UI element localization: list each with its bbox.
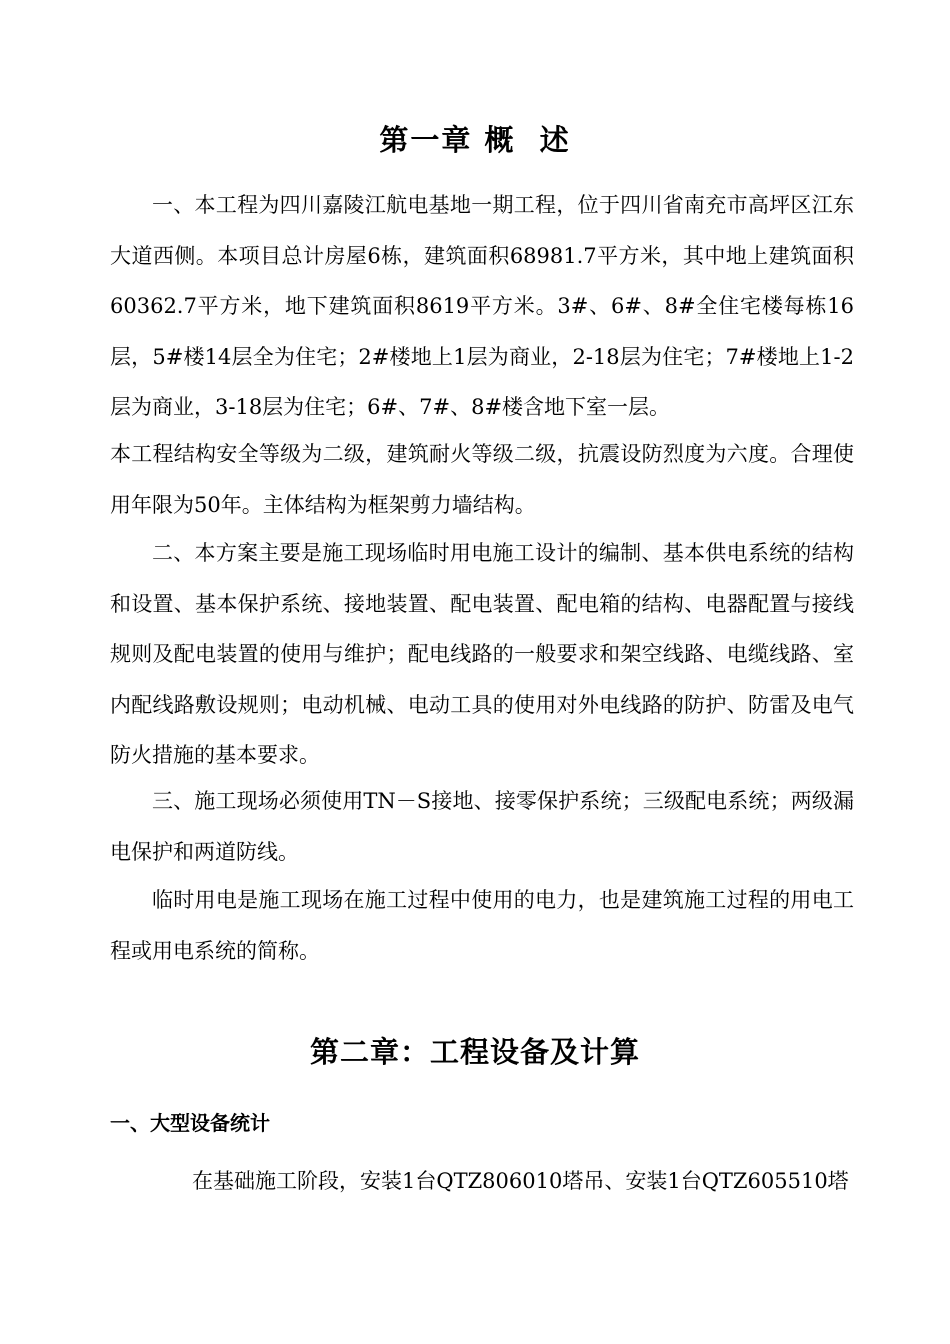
chapter-2-title: 第二章：工程设备及计算	[309, 1035, 640, 1069]
section-1-paragraph: 在基础施工阶段，安装1台QTZ806010塔吊、安装1台QTZ605510塔	[192, 1169, 849, 1193]
chapter-1-title: 第一章 概 述	[379, 123, 571, 157]
chapter-1-paragraph-5: 临时用电是施工现场在施工过程中使用的电力，也是建筑施工过程的用电工程或用电系统的简称。	[110, 888, 854, 963]
chapter-1-paragraph-2: 本工程结构安全等级为二级，建筑耐火等级二级，抗震设防烈度为六度。合理使用年限为50年。主体结构为框架剪力墙结构。	[110, 442, 854, 517]
chapter-1-paragraph-1: 一、本工程为四川嘉陵江航电基地一期工程，位于四川省南充市高坪区江东大道西侧。本项目总计房屋6栋，建筑面积68981.7平方米，其中地上建筑面积60362.7平方米，地下建筑面积8619平方米。3#、6#、8#全住宅楼每栋16层，5#楼14层全为住宅；2#楼地上1层为商业，2-18层为住宅；7#楼地上1-2层为商业，3-18层为住宅；6#、7#、8#楼含地下室一层。	[110, 193, 854, 419]
section-1-heading: 一、大型设备统计	[110, 1111, 270, 1135]
chapter-1-paragraph-4: 三、施工现场必须使用TN－S接地、接零保护系统；三级配电系统；两级漏电保护和两道防线。	[110, 789, 854, 864]
chapter-1-paragraph-3: 二、本方案主要是施工现场临时用电施工设计的编制、基本供电系统的结构和设置、基本保护系统、接地装置、配电装置、配电箱的结构、电器配置与接线规则及配电装置的使用与维护；配电线路的一般要求和架空线路、电缆线路、室内配线路敷设规则；电动机械、电动工具的使用对外电线路的防护、防雷及电气防火措施的基本要求。	[110, 541, 854, 767]
